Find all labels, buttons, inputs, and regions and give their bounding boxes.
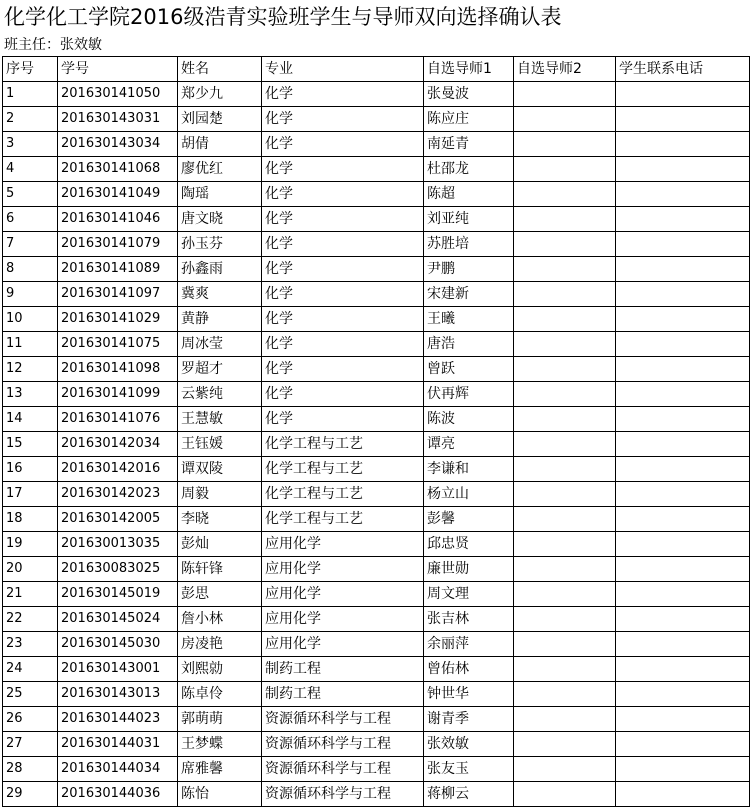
table-row: [3, 582, 750, 607]
advisor1-cell: 张效敏: [424, 732, 514, 757]
advisor1-cell: 伏再辉: [424, 382, 514, 407]
student-id-cell: 201630143031: [58, 107, 178, 132]
advisor1-cell: 廉世勋: [424, 557, 514, 582]
major-cell: 化学工程与工艺: [262, 482, 424, 507]
advisor1-cell: 李谦和: [424, 457, 514, 482]
major-cell: 化学: [262, 357, 424, 382]
advisor2-cell: [514, 157, 616, 182]
major-cell: 化学工程与工艺: [262, 507, 424, 532]
name-cell: 刘熙勍: [178, 657, 262, 682]
advisor1-cell: 邱忠贤: [424, 532, 514, 557]
name-cell: 刘园楚: [178, 107, 262, 132]
phone-cell: [616, 332, 750, 357]
advisor2-cell: [514, 457, 616, 482]
student-id-cell: 201630145030: [58, 632, 178, 657]
student-id-cell: 201630142034: [58, 432, 178, 457]
table-row: [3, 557, 750, 582]
major-cell: 资源循环科学与工程: [262, 757, 424, 782]
seq-cell: 1: [3, 82, 58, 107]
major-cell: 化学: [262, 207, 424, 232]
phone-cell: [616, 407, 750, 432]
advisor1-cell: 彭馨: [424, 507, 514, 532]
student-id-cell: 201630141079: [58, 232, 178, 257]
table-row: [3, 207, 750, 232]
table-row: [3, 732, 750, 757]
name-cell: 冀爽: [178, 282, 262, 307]
phone-cell: [616, 207, 750, 232]
sheet-title: 化学化工学院2016级浩青实验班学生与导师双向选择确认表: [4, 5, 562, 29]
student-id-cell: 201630143001: [58, 657, 178, 682]
seq-cell: 24: [3, 657, 58, 682]
advisor2-cell: [514, 582, 616, 607]
major-cell: 化学: [262, 307, 424, 332]
table-row: [3, 757, 750, 782]
phone-cell: [616, 482, 750, 507]
name-cell: 房凌艳: [178, 632, 262, 657]
advisor2-cell: [514, 407, 616, 432]
advisor2-cell: [514, 182, 616, 207]
phone-cell: [616, 357, 750, 382]
advisor2-cell: [514, 657, 616, 682]
advisor2-cell: [514, 307, 616, 332]
major-cell: 应用化学: [262, 607, 424, 632]
table-row: [3, 707, 750, 732]
table-row: [3, 632, 750, 657]
advisor2-cell: [514, 282, 616, 307]
advisor1-cell: 谭亮: [424, 432, 514, 457]
major-cell: 化学: [262, 132, 424, 157]
advisor1-cell: 陈超: [424, 182, 514, 207]
phone-cell: [616, 107, 750, 132]
major-cell: 资源循环科学与工程: [262, 732, 424, 757]
student-id-cell: 201630141075: [58, 332, 178, 357]
table-row: [3, 482, 750, 507]
name-cell: 陈怡: [178, 782, 262, 807]
phone-cell: [616, 457, 750, 482]
student-id-cell: 201630141050: [58, 82, 178, 107]
name-cell: 陶瑶: [178, 182, 262, 207]
table-row: [3, 232, 750, 257]
seq-cell: 10: [3, 307, 58, 332]
advisor2-cell: [514, 557, 616, 582]
major-cell: 化学工程与工艺: [262, 457, 424, 482]
advisor1-cell: 宋建新: [424, 282, 514, 307]
student-id-cell: 201630141049: [58, 182, 178, 207]
name-cell: 陈卓伶: [178, 682, 262, 707]
table-row: [3, 532, 750, 557]
major-cell: 化学: [262, 107, 424, 132]
advisor2-cell: [514, 382, 616, 407]
table-row: [3, 182, 750, 207]
student-id-cell: 201630144023: [58, 707, 178, 732]
table-row: [3, 782, 750, 807]
major-cell: 制药工程: [262, 682, 424, 707]
phone-cell: [616, 182, 750, 207]
phone-cell: [616, 132, 750, 157]
advisor1-cell: 张吉林: [424, 607, 514, 632]
advisor1-cell: 张曼波: [424, 82, 514, 107]
table-row: [3, 132, 750, 157]
name-cell: 周毅: [178, 482, 262, 507]
phone-cell: [616, 432, 750, 457]
header-cell: 自选导师1: [424, 57, 514, 82]
phone-cell: [616, 732, 750, 757]
advisor2-cell: [514, 332, 616, 357]
name-cell: 郑少九: [178, 82, 262, 107]
student-id-cell: 201630143013: [58, 682, 178, 707]
phone-cell: [616, 307, 750, 332]
advisor1-cell: 钟世华: [424, 682, 514, 707]
advisor2-cell: [514, 82, 616, 107]
seq-cell: 8: [3, 257, 58, 282]
table-row: [3, 507, 750, 532]
advisor1-cell: 蒋柳云: [424, 782, 514, 807]
advisor2-cell: [514, 732, 616, 757]
seq-cell: 2: [3, 107, 58, 132]
header-cell: 姓名: [178, 57, 262, 82]
table-row: [3, 282, 750, 307]
phone-cell: [616, 532, 750, 557]
advisor1-cell: 陈应庄: [424, 107, 514, 132]
phone-cell: [616, 607, 750, 632]
advisor1-cell: 尹鹏: [424, 257, 514, 282]
phone-cell: [616, 782, 750, 807]
table-row: [3, 407, 750, 432]
major-cell: 制药工程: [262, 657, 424, 682]
seq-cell: 12: [3, 357, 58, 382]
student-id-cell: 201630141097: [58, 282, 178, 307]
name-cell: 席雅馨: [178, 757, 262, 782]
name-cell: 唐文晓: [178, 207, 262, 232]
seq-cell: 3: [3, 132, 58, 157]
seq-cell: 20: [3, 557, 58, 582]
major-cell: 资源循环科学与工程: [262, 707, 424, 732]
advisor2-cell: [514, 232, 616, 257]
advisor1-cell: 杨立山: [424, 482, 514, 507]
major-cell: 应用化学: [262, 532, 424, 557]
advisor1-cell: 张友玉: [424, 757, 514, 782]
advisor1-cell: 陈波: [424, 407, 514, 432]
name-cell: 谭双陵: [178, 457, 262, 482]
seq-cell: 5: [3, 182, 58, 207]
table-row: [3, 682, 750, 707]
advisor2-cell: [514, 132, 616, 157]
table-row: [3, 107, 750, 132]
seq-cell: 16: [3, 457, 58, 482]
seq-cell: 17: [3, 482, 58, 507]
header-cell: 学号: [58, 57, 178, 82]
phone-cell: [616, 157, 750, 182]
seq-cell: 15: [3, 432, 58, 457]
major-cell: 资源循环科学与工程: [262, 782, 424, 807]
advisor2-cell: [514, 482, 616, 507]
name-cell: 王钰媛: [178, 432, 262, 457]
seq-cell: 22: [3, 607, 58, 632]
seq-cell: 13: [3, 382, 58, 407]
student-id-cell: 201630145024: [58, 607, 178, 632]
seq-cell: 23: [3, 632, 58, 657]
student-id-cell: 201630141068: [58, 157, 178, 182]
phone-cell: [616, 232, 750, 257]
student-id-cell: 201630141099: [58, 382, 178, 407]
student-id-cell: 201630142005: [58, 507, 178, 532]
student-id-cell: 201630013035: [58, 532, 178, 557]
name-cell: 詹小林: [178, 607, 262, 632]
selection-table: [2, 56, 750, 807]
student-id-cell: 201630083025: [58, 557, 178, 582]
table-row: [3, 432, 750, 457]
advisor2-cell: [514, 782, 616, 807]
seq-cell: 9: [3, 282, 58, 307]
name-cell: 黄静: [178, 307, 262, 332]
student-id-cell: 201630141029: [58, 307, 178, 332]
major-cell: 化学: [262, 382, 424, 407]
advisor1-cell: 谢青季: [424, 707, 514, 732]
seq-cell: 19: [3, 532, 58, 557]
student-id-cell: 201630141046: [58, 207, 178, 232]
advisor2-cell: [514, 357, 616, 382]
advisor2-cell: [514, 432, 616, 457]
major-cell: 化学: [262, 157, 424, 182]
table-row: [3, 307, 750, 332]
advisor2-cell: [514, 257, 616, 282]
advisor1-cell: 曾跃: [424, 357, 514, 382]
header-cell: 序号: [3, 57, 58, 82]
name-cell: 周冰莹: [178, 332, 262, 357]
head-teacher: 班主任：张效敏: [4, 37, 102, 53]
advisor2-cell: [514, 507, 616, 532]
student-id-cell: 201630142023: [58, 482, 178, 507]
name-cell: 廖优红: [178, 157, 262, 182]
seq-cell: 11: [3, 332, 58, 357]
name-cell: 郭萌萌: [178, 707, 262, 732]
table-row: [3, 382, 750, 407]
name-cell: 罗超才: [178, 357, 262, 382]
phone-cell: [616, 657, 750, 682]
table-row: [3, 357, 750, 382]
phone-cell: [616, 82, 750, 107]
student-id-cell: 201630144031: [58, 732, 178, 757]
student-id-cell: 201630141089: [58, 257, 178, 282]
seq-cell: 6: [3, 207, 58, 232]
seq-cell: 29: [3, 782, 58, 807]
major-cell: 化学: [262, 407, 424, 432]
student-id-cell: 201630145019: [58, 582, 178, 607]
student-id-cell: 201630142016: [58, 457, 178, 482]
major-cell: 化学: [262, 82, 424, 107]
name-cell: 王慧敏: [178, 407, 262, 432]
name-cell: 孙玉芬: [178, 232, 262, 257]
phone-cell: [616, 507, 750, 532]
phone-cell: [616, 557, 750, 582]
header-cell: 自选导师2: [514, 57, 616, 82]
table-row: [3, 82, 750, 107]
advisor1-cell: 苏胜培: [424, 232, 514, 257]
name-cell: 孙鑫雨: [178, 257, 262, 282]
seq-cell: 7: [3, 232, 58, 257]
advisor1-cell: 杜邵龙: [424, 157, 514, 182]
name-cell: 陈轩锋: [178, 557, 262, 582]
major-cell: 化学工程与工艺: [262, 432, 424, 457]
header-cell: 专业: [262, 57, 424, 82]
seq-cell: 27: [3, 732, 58, 757]
advisor2-cell: [514, 207, 616, 232]
major-cell: 化学: [262, 182, 424, 207]
advisor1-cell: 余丽萍: [424, 632, 514, 657]
header-cell: 学生联系电话: [616, 57, 750, 82]
major-cell: 应用化学: [262, 632, 424, 657]
major-cell: 应用化学: [262, 582, 424, 607]
table-row: [3, 257, 750, 282]
advisor1-cell: 周文理: [424, 582, 514, 607]
table-row: [3, 157, 750, 182]
major-cell: 化学: [262, 232, 424, 257]
phone-cell: [616, 757, 750, 782]
name-cell: 胡倩: [178, 132, 262, 157]
table-row: [3, 657, 750, 682]
advisor1-cell: 唐浩: [424, 332, 514, 357]
phone-cell: [616, 282, 750, 307]
advisor2-cell: [514, 707, 616, 732]
seq-cell: 21: [3, 582, 58, 607]
major-cell: 化学: [262, 332, 424, 357]
student-id-cell: 201630144034: [58, 757, 178, 782]
table-row: [3, 332, 750, 357]
phone-cell: [616, 382, 750, 407]
phone-cell: [616, 257, 750, 282]
student-id-cell: 201630144036: [58, 782, 178, 807]
name-cell: 彭灿: [178, 532, 262, 557]
student-id-cell: 201630141076: [58, 407, 178, 432]
major-cell: 化学: [262, 257, 424, 282]
advisor2-cell: [514, 682, 616, 707]
advisor1-cell: 曾佑林: [424, 657, 514, 682]
advisor2-cell: [514, 532, 616, 557]
phone-cell: [616, 682, 750, 707]
major-cell: 应用化学: [262, 557, 424, 582]
advisor1-cell: 王曦: [424, 307, 514, 332]
seq-cell: 26: [3, 707, 58, 732]
phone-cell: [616, 582, 750, 607]
header-row: [3, 57, 750, 82]
name-cell: 云紫纯: [178, 382, 262, 407]
seq-cell: 4: [3, 157, 58, 182]
seq-cell: 18: [3, 507, 58, 532]
student-id-cell: 201630143034: [58, 132, 178, 157]
name-cell: 王梦蝶: [178, 732, 262, 757]
name-cell: 李晓: [178, 507, 262, 532]
major-cell: 化学: [262, 282, 424, 307]
table-row: [3, 607, 750, 632]
advisor2-cell: [514, 757, 616, 782]
name-cell: 彭思: [178, 582, 262, 607]
advisor2-cell: [514, 632, 616, 657]
table-row: [3, 457, 750, 482]
phone-cell: [616, 707, 750, 732]
advisor2-cell: [514, 107, 616, 132]
student-id-cell: 201630141098: [58, 357, 178, 382]
advisor2-cell: [514, 607, 616, 632]
advisor1-cell: 刘亚纯: [424, 207, 514, 232]
advisor1-cell: 南延青: [424, 132, 514, 157]
seq-cell: 28: [3, 757, 58, 782]
seq-cell: 14: [3, 407, 58, 432]
seq-cell: 25: [3, 682, 58, 707]
phone-cell: [616, 632, 750, 657]
